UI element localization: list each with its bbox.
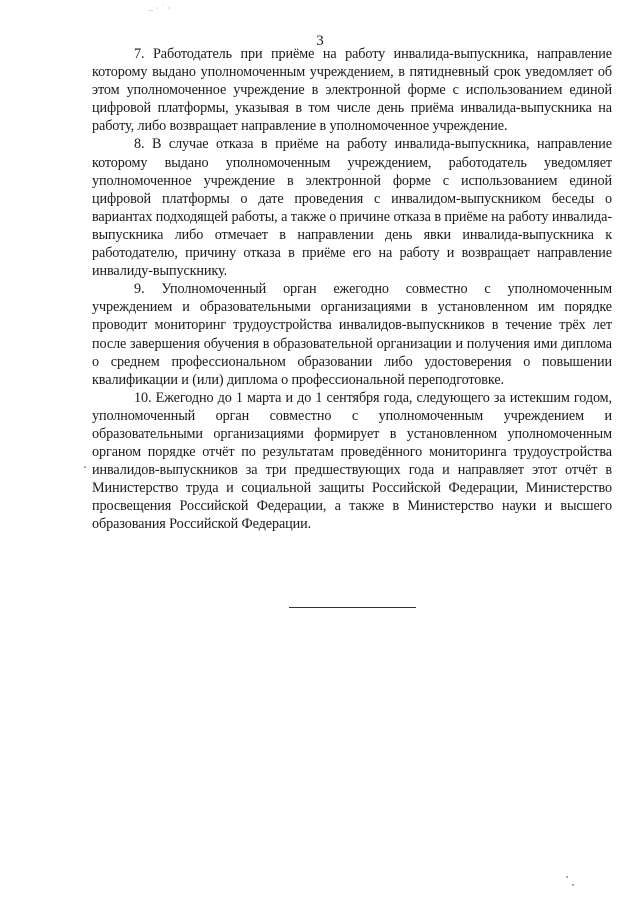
scan-speck [84, 466, 86, 468]
page-number: 3 [316, 33, 324, 49]
scan-artifact-top: ‥ · ˙ · [148, 4, 171, 13]
paragraph-9: 9. Уполномоченный орган ежегодно совместно с уполномоченным учреждением и образовательными организациями в установленном им порядке проводит мониторинг трудоустройства инвалидов-выпускников в течение трёх лет после завершения обучения в образовательной организации и получения ими диплома о среднем профессиональном образовании либо удостоверения о повышении квалификации и (или) диплома о профессиональной переподготовке. [92, 281, 612, 388]
paragraph-8: 8. В случае отказа в приёме на работу инвалида-выпускника, направление которому выдано уполномоченным учреждением, работодатель уведомляет уполномоченное учреждение в электронной форме с использованием единой цифровой платформы о дате проведения с инвалидом-выпускником беседы о вариантах подходящей работы, а также о причине отказа в приёме на работу инвалида-выпускника либо отмечает в направлении день явки инвалида-выпускника к работодателю, причину отказа в приёме его на работу и возвращает направление инвалиду-выпускнику. [92, 136, 612, 280]
scan-speck [572, 884, 574, 886]
end-separator-line [289, 607, 416, 608]
scan-speck [566, 876, 568, 878]
paragraph-7: 7. Работодатель при приёме на работу инвалида-выпускника, направление которому выдано уполномоченным учреждением, в пятидневный срок уведомляет об этом уполномоченное учреждение в электронной форме с использованием единой цифровой платформы, указывая в том числе день приёма инвалида-выпускника на работу, либо возвращает направление в уполномоченное учреждение. [92, 46, 612, 135]
document-body [92, 45, 612, 534]
paragraph-10: 10. Ежегодно до 1 марта и до 1 сентября года, следующего за истекшим годом, уполномоченный орган совместно с уполномоченным учреждением и образовательными организациями формирует в установленном уполномоченным органом порядке отчёт по результатам проведённого мониторинга трудоустройства инвалидов-выпускников за три предшествующих года и направляет этот отчёт в Министерство труда и социальной защиты Российской Федерации, Министерство просвещения Российской Федерации, а также в Министерство науки и высшего образования Российской Федерации. [92, 389, 612, 533]
